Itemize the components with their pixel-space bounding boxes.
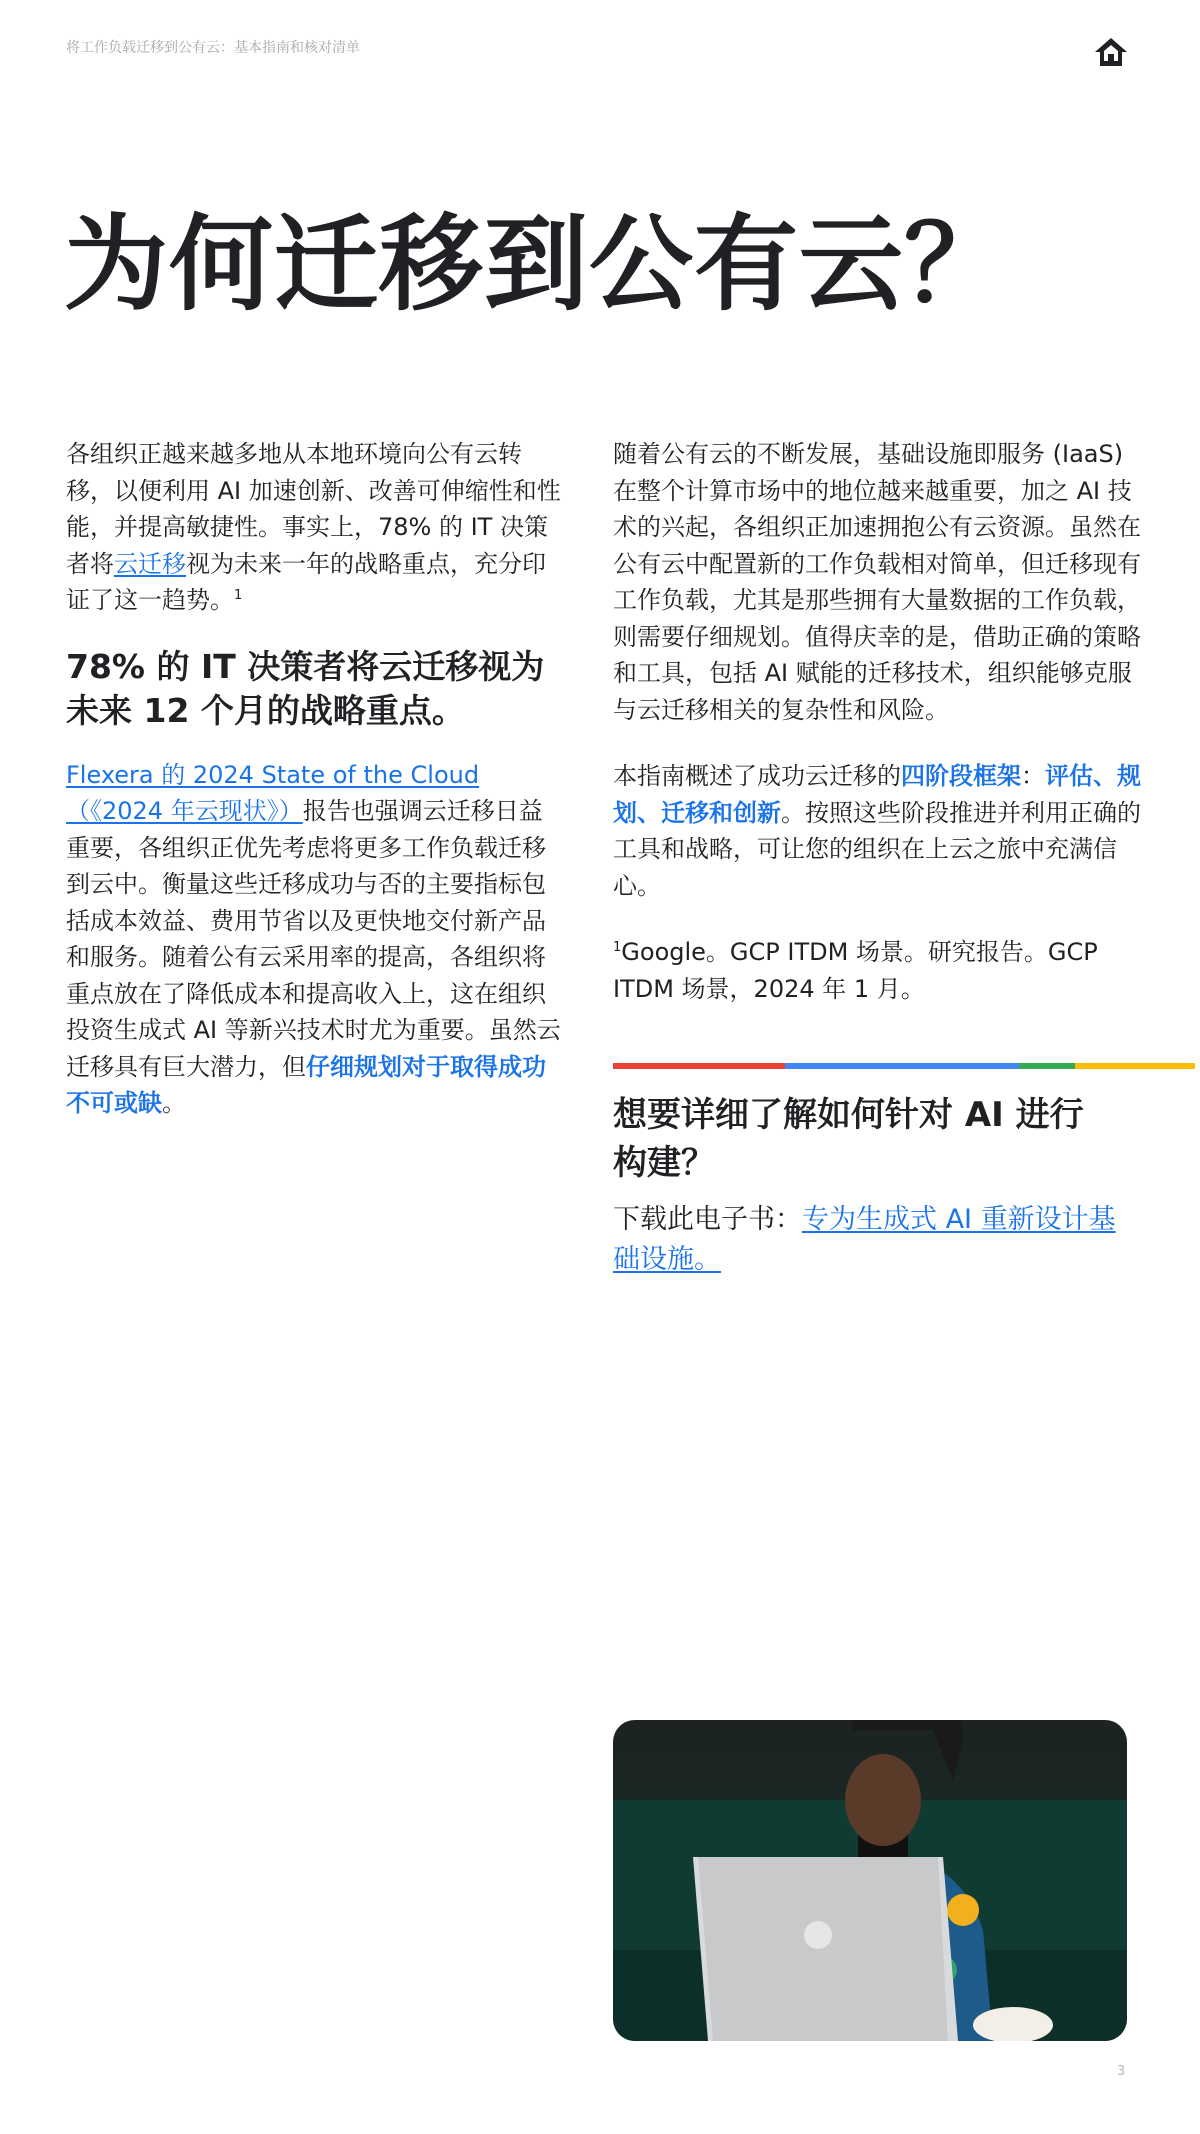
framework-text-end: 。按照这些阶段推进并利用正确的工具和战略，可让您的组织在上云之旅中充满信心。 (613, 798, 1141, 900)
intro-paragraph (66, 436, 566, 619)
intro-text: 各组织正越来越多地从本地环境向公有云转移，以便利用 AI 加速创新、改善可伸缩性和性能，并提高敏捷性。事实上，78% 的 IT 决策者将 (66, 440, 561, 578)
ebook-link[interactable]: 专为生成式 AI 重新设计基础设施。 (613, 1204, 1116, 1275)
flexera-paragraph (66, 757, 566, 1122)
footnote-marker: 1 (234, 588, 243, 603)
bar-blue (785, 1063, 1019, 1069)
person-using-laptop-photo (613, 1720, 1127, 2041)
footnote (613, 934, 1143, 1007)
page-number: 3 (1117, 2064, 1126, 2079)
footnote-text: Google。GCP ITDM 场景。研究报告。GCP ITDM 场景，2024 年 1 月。 (613, 938, 1098, 1003)
cta-heading: 想要详细了解如何针对 AI 进行构建？ (613, 1095, 1084, 1183)
flexera-report-link[interactable]: Flexera 的 2024 State of the Cloud（《2024 年云现状》） (66, 760, 480, 825)
iaas-paragraph: 随着公有云的不断发展，基础设施即服务 (IaaS) 在整个计算市场中的地位越来越重要，加之 AI 技术的兴起，各组织正加速拥抱公有云资源。虽然在公有云中配置新的工作负载相对简单，但迁移现有工作负载，尤其是那些拥有大量数据的工作负载，则需要仔细规划。值得庆幸的是，借助正确的策略和工具，包括 AI 赋能的迁移技术，组织能够克服与云迁移相关的复杂性和风险。 (613, 440, 1141, 724)
intro-text-end: 视为未来一年的战略重点，充分印证了这一趋势。 (66, 549, 546, 614)
home-icon[interactable] (1093, 35, 1129, 69)
brand-color-bar (613, 1063, 1195, 1069)
page-title: 为何迁移到公有云？ (64, 203, 1010, 325)
cta-text (613, 1200, 1133, 1280)
framework-paragraph (613, 758, 1143, 904)
flexera-text: 报告也强调云迁移日益重要，各组织正优先考虑将更多工作负载迁移到云中。衡量这些迁移成功与否的主要指标包括成本效益、费用节省以及更快地交付新产品和服务。随着公有云采用率的提高，各组织将重点放在了降低成本和提高收入上，这在组织投资生成式 AI 等新兴技术时尤为重要。虽然云迁移具有巨大潜力，但 (66, 797, 561, 1081)
bar-red (613, 1063, 785, 1069)
cloud-migration-link[interactable]: 云迁移 (114, 549, 186, 578)
phases-highlight: 评估、规划、迁移和创新 (613, 762, 1141, 827)
footnote-number: 1 (613, 940, 622, 955)
bar-yellow (1075, 1063, 1195, 1069)
right-column (613, 436, 1143, 1007)
framework-highlight: 四阶段框架 (901, 762, 1021, 790)
left-column (66, 436, 566, 1122)
breadcrumb: 将工作负载迁移到公有云：基本指南和核对清单 (66, 40, 360, 56)
flexera-text-end: 。 (162, 1089, 186, 1117)
cta-prefix: 下载此电子书： (613, 1204, 802, 1235)
bar-green (1019, 1063, 1075, 1069)
stat-subheading: 78% 的 IT 决策者将云迁移视为未来 12 个月的战略重点。 (66, 646, 545, 730)
planning-highlight: 仔细规划对于取得成功不可或缺 (66, 1052, 546, 1117)
framework-text: 本指南概述了成功云迁移的 (613, 762, 901, 790)
framework-colon: ： (1021, 762, 1045, 790)
